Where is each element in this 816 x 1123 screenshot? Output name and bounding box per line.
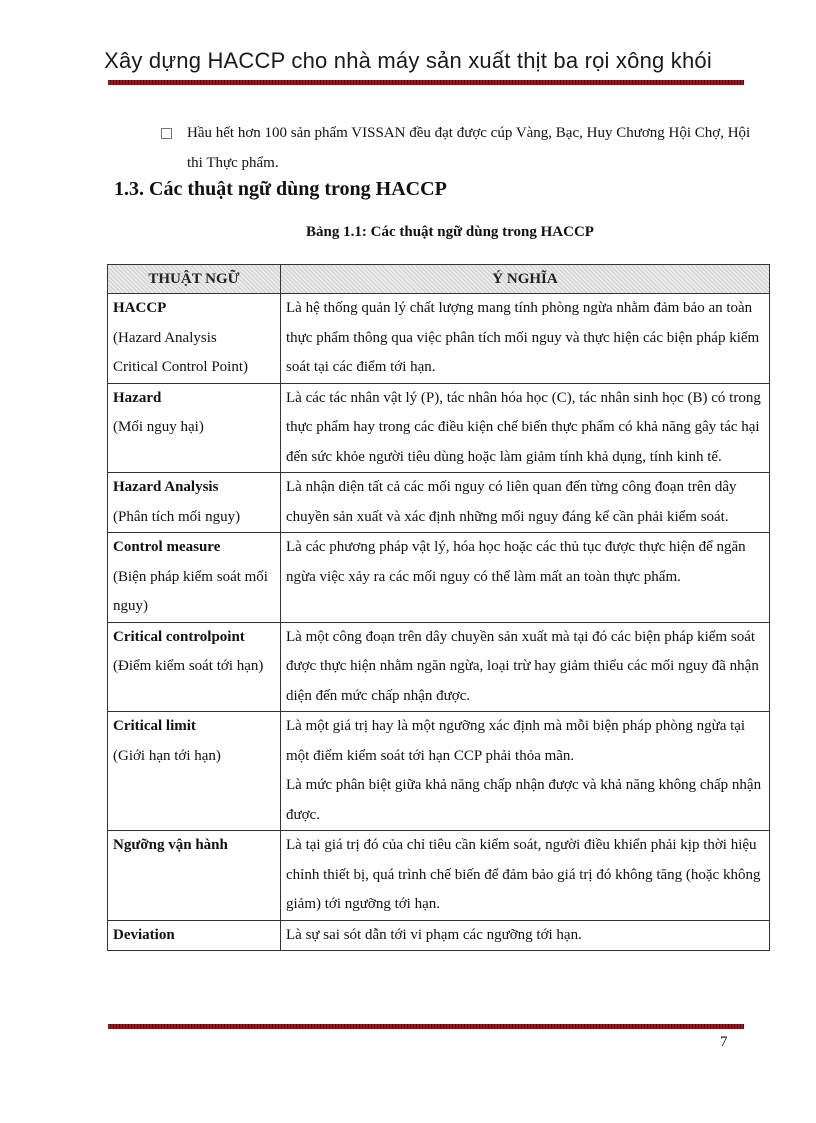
meaning-text: Là một giá trị hay là một ngưỡng xác định mà mỗi biện pháp phòng ngừa tại một điểm kiểm soát tới hạn CCP phải thỏa mãn. [286, 718, 746, 764]
terms-table [107, 264, 770, 951]
term-cell [108, 294, 281, 384]
column-header-term: THUẬT NGỮ [108, 265, 281, 294]
meaning-text: Là các phương pháp vật lý, hóa học hoặc các thủ tục được thực hiện để ngăn ngừa việc xảy ra các mối nguy có thể làm mất an toàn thực phẩm. [286, 539, 746, 585]
table-row [108, 473, 770, 533]
table-row [108, 920, 770, 951]
meaning-cell [281, 294, 770, 384]
term-cell [108, 712, 281, 831]
term-name: Critical limit [113, 718, 196, 734]
meaning-cell [281, 622, 770, 712]
meaning-cell [281, 712, 770, 831]
term-name: Ngưỡng vận hành [113, 837, 228, 853]
term-name: Deviation [113, 926, 175, 943]
table-row [108, 383, 770, 473]
table-body [108, 294, 770, 951]
footer-rule [108, 1024, 744, 1029]
page-header-title: Xây dựng HACCP cho nhà máy sản xuất thịt ba rọi xông khói [104, 48, 712, 73]
term-subtitle: (Phân tích mối nguy) [113, 508, 241, 525]
meaning-cell [281, 533, 770, 623]
table-row [108, 533, 770, 623]
table-row [108, 622, 770, 712]
table-caption: Bảng 1.1: Các thuật ngữ dùng trong HACCP [306, 224, 594, 240]
meaning-text: Là một công đoạn trên dây chuyền sản xuất mà tại đó các biện pháp kiểm soát được thực hiện nhằm ngăn ngừa, loại trừ hay giảm thiểu các mối nguy đã nhận diện đến mức chấp nhận được. [286, 628, 759, 704]
table-row [108, 831, 770, 921]
term-subtitle: (Giới hạn tới hạn) [113, 747, 221, 764]
term-name: Hazard [113, 389, 162, 406]
meaning-cell [281, 920, 770, 951]
section-heading: 1.3. Các thuật ngữ dùng trong HACCP [114, 178, 447, 200]
term-cell [108, 383, 281, 473]
meaning-cell [281, 473, 770, 533]
table-row [108, 712, 770, 831]
term-subtitle: (Biện pháp kiểm soát mối nguy) [113, 568, 268, 614]
meaning-cell [281, 831, 770, 921]
term-name: HACCP [113, 300, 167, 316]
meaning-text: Là nhận diện tất cả các mối nguy có liên quan đến từng công đoạn trên dây chuyền sản xuất và xác định những mối nguy đáng kể cần phải kiểm soát. [286, 479, 737, 525]
term-subtitle: (Điểm kiểm soát tới hạn) [113, 658, 264, 674]
term-cell [108, 920, 281, 951]
meaning-text: Là mức phân biệt giữa khả năng chấp nhận được và khả năng không chấp nhận được. [286, 777, 762, 823]
term-cell [108, 473, 281, 533]
term-subtitle: (Hazard Analysis [113, 329, 217, 346]
term-cell [108, 831, 281, 921]
meaning-text: Là sự sai sót dẫn tới vi phạm các ngưỡng tới hạn. [286, 926, 582, 943]
term-name: Hazard Analysis [113, 479, 219, 495]
term-subtitle: Critical Control Point) [113, 359, 248, 375]
term-name: Critical controlpoint [113, 628, 245, 645]
bullet-text: Hầu hết hơn 100 sản phẩm VISSAN đều đạt được cúp Vàng, Bạc, Huy Chương Hội Chợ, Hội thi Thực phẩm. [187, 125, 751, 171]
bullet-paragraph [163, 118, 753, 178]
term-cell [108, 622, 281, 712]
meaning-cell [281, 383, 770, 473]
column-header-meaning: Ý NGHĨA [281, 265, 770, 294]
page-number: 7 [720, 1034, 728, 1050]
term-cell [108, 533, 281, 623]
table-row [108, 294, 770, 384]
meaning-text: Là tại giá trị đó của chỉ tiêu cần kiểm soát, người điều khiển phải kịp thời hiệu chỉnh thiết bị, quá trình chế biến để đảm bảo giá trị đó không tăng (hoặc không giảm) tới ngưỡng tới hạn. [286, 837, 761, 912]
term-name: Control measure [113, 539, 221, 555]
meaning-text: Là các tác nhân vật lý (P), tác nhân hóa học (C), tác nhân sinh học (B) có trong thực phẩm hay trong các điều kiện chế biến thực phẩm có khả năng gây tác hại đến sức khỏe người tiêu dùng hoặc làm giảm tính khả dụng, tính kinh tế. [286, 389, 761, 465]
bullet-box-icon [161, 128, 172, 139]
term-subtitle: (Mối nguy hại) [113, 419, 204, 435]
meaning-text: Là hệ thống quản lý chất lượng mang tính phòng ngừa nhằm đảm bảo an toàn thực phẩm thông qua việc phân tích mối nguy và thực hiện các biện pháp kiểm soát tại các điểm tới hạn. [286, 300, 760, 375]
header-rule [108, 80, 744, 85]
table-header-row [108, 265, 770, 294]
